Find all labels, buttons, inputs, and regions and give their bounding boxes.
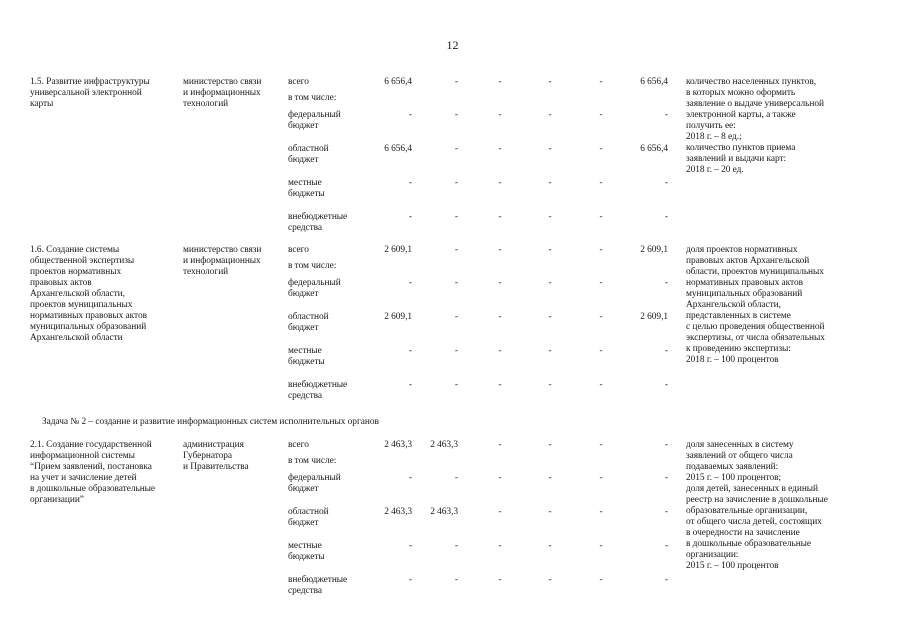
funding-source-label: всего — [288, 440, 309, 450]
funding-value: - — [498, 473, 502, 483]
executor-name: администрация Губернатора и Правительства — [183, 440, 249, 472]
funding-value: 2 609,1 — [640, 312, 668, 322]
funding-value: 2 463,3 — [430, 507, 458, 517]
expected-result: доля занесенных в систему заявлений от общего числа подаваемых заявлений: 2015 г. – 100 процентов; доля детей, занесенных в единый реестр на зачисление в дошкольные образовательные организации, от общего числа детей, состоящих в очередности на зачисление в дошкольные образовательные организации: 2015 г. – 100 процентов — [686, 440, 828, 571]
funding-value: 6 656,4 — [384, 77, 412, 87]
funding-value: - — [548, 77, 552, 87]
funding-value: - — [599, 178, 603, 188]
funding-value: - — [599, 507, 603, 517]
funding-value: - — [664, 110, 668, 120]
funding-value: 2 463,3 — [384, 440, 412, 450]
funding-value: - — [498, 77, 502, 87]
funding-value: - — [664, 178, 668, 188]
funding-source-label: всего — [288, 245, 309, 255]
funding-value: - — [498, 178, 502, 188]
task-heading: Задача № 2 – создание и развитие информационных систем исполнительных органов — [42, 417, 379, 427]
funding-source-label: в том числе: — [288, 456, 337, 466]
funding-value: - — [664, 541, 668, 551]
funding-source-label: областной бюджет — [288, 312, 329, 333]
funding-value: - — [548, 440, 552, 450]
funding-source-label: федеральный бюджет — [288, 110, 341, 131]
funding-value: - — [664, 212, 668, 222]
funding-value: - — [599, 440, 603, 450]
funding-value: - — [454, 178, 458, 188]
funding-value: - — [548, 212, 552, 222]
funding-value: - — [599, 110, 603, 120]
funding-value: - — [599, 77, 603, 87]
funding-value: - — [498, 110, 502, 120]
funding-value: - — [599, 575, 603, 585]
funding-source-label: в том числе: — [288, 93, 337, 103]
expected-result: количество населенных пунктов, в которых можно оформить заявление о выдаче универсальной электронной карты, а также получить ее: 2018 г. – 8 ед.; количество пунктов приема заявлений и выдачи карт: 2018 г. – 20 ед. — [686, 77, 824, 175]
funding-source-label: местные бюджеты — [288, 541, 325, 562]
funding-value: - — [498, 575, 502, 585]
funding-value: - — [599, 144, 603, 154]
funding-value: - — [498, 440, 502, 450]
funding-source-label: областной бюджет — [288, 507, 329, 528]
funding-value: - — [454, 144, 458, 154]
measure-name: 2.1. Создание государственной информационной системы “Прием заявлений, постановка на учет и зачисление детей в дошкольные образовательные организации” — [30, 440, 156, 505]
funding-value: - — [548, 245, 552, 255]
funding-source-label: местные бюджеты — [288, 178, 325, 199]
funding-value: - — [548, 380, 552, 390]
funding-value: - — [498, 507, 502, 517]
funding-value: - — [599, 278, 603, 288]
funding-value: - — [408, 278, 412, 288]
funding-value: - — [408, 575, 412, 585]
funding-value: - — [454, 380, 458, 390]
funding-value: - — [548, 312, 552, 322]
funding-value: - — [408, 473, 412, 483]
funding-value: - — [664, 473, 668, 483]
funding-value: - — [548, 541, 552, 551]
funding-source-label: местные бюджеты — [288, 346, 325, 367]
funding-value: - — [498, 380, 502, 390]
funding-value: - — [664, 575, 668, 585]
funding-value: - — [454, 473, 458, 483]
funding-value: - — [664, 380, 668, 390]
funding-value: - — [599, 541, 603, 551]
funding-value: - — [548, 507, 552, 517]
funding-source-label: внебюджетные средства — [288, 575, 348, 596]
funding-value: - — [548, 278, 552, 288]
funding-value: - — [599, 212, 603, 222]
page-number: 12 — [446, 38, 459, 52]
funding-value: - — [498, 346, 502, 356]
funding-value: - — [548, 473, 552, 483]
funding-value: - — [599, 245, 603, 255]
funding-value: - — [548, 110, 552, 120]
funding-value: - — [454, 245, 458, 255]
funding-source-label: областной бюджет — [288, 144, 329, 165]
funding-value: - — [548, 575, 552, 585]
funding-value: - — [408, 380, 412, 390]
funding-value: - — [664, 507, 668, 517]
funding-value: - — [454, 541, 458, 551]
executor-name: министерство связи и информационных технологий — [183, 77, 262, 109]
funding-value: 2 609,1 — [384, 312, 412, 322]
funding-value: 6 656,4 — [640, 77, 668, 87]
funding-value: - — [454, 110, 458, 120]
funding-value: - — [498, 278, 502, 288]
funding-source-label: всего — [288, 77, 309, 87]
funding-value: 6 656,4 — [384, 144, 412, 154]
funding-source-label: внебюджетные средства — [288, 380, 348, 401]
funding-value: - — [408, 212, 412, 222]
funding-value: - — [664, 346, 668, 356]
funding-value: 6 656,4 — [640, 144, 668, 154]
funding-value: - — [498, 212, 502, 222]
funding-value: - — [664, 440, 668, 450]
funding-value: - — [408, 541, 412, 551]
funding-value: - — [599, 380, 603, 390]
funding-source-label: федеральный бюджет — [288, 473, 341, 494]
funding-value: - — [408, 346, 412, 356]
funding-value: - — [454, 575, 458, 585]
funding-value: - — [498, 312, 502, 322]
funding-value: 2 609,1 — [384, 245, 412, 255]
funding-value: - — [408, 110, 412, 120]
funding-value: - — [664, 278, 668, 288]
funding-value: - — [454, 312, 458, 322]
funding-value: - — [408, 178, 412, 188]
funding-value: - — [548, 144, 552, 154]
funding-value: 2 463,3 — [430, 440, 458, 450]
funding-value: - — [454, 212, 458, 222]
funding-value: - — [498, 245, 502, 255]
funding-value: - — [599, 312, 603, 322]
funding-source-label: в том числе: — [288, 261, 337, 271]
funding-value: - — [498, 144, 502, 154]
funding-value: - — [498, 541, 502, 551]
funding-value: - — [454, 77, 458, 87]
funding-value: - — [548, 178, 552, 188]
measure-name: 1.5. Развитие инфраструктуры универсальной электронной карты — [30, 77, 150, 109]
funding-value: - — [599, 473, 603, 483]
executor-name: министерство связи и информационных технологий — [183, 245, 262, 277]
funding-value: 2 463,3 — [384, 507, 412, 517]
funding-source-label: федеральный бюджет — [288, 278, 341, 299]
measure-name: 1.6. Создание системы общественной экспертизы проектов нормативных правовых актов Архангельской области, проектов муниципальных нормативных правовых актов муниципальных образований Архангельской области — [30, 245, 147, 343]
funding-value: - — [599, 346, 603, 356]
expected-result: доля проектов нормативных правовых актов Архангельской области, проектов муниципальных нормативных правовых актов муниципальных образований Архангельской области, представленных в системе с целью проведения общественной экспертизы, от числа обязательных к проведению экспертизы: 2018 г. – 100 процентов — [686, 245, 825, 365]
funding-value: 2 609,1 — [640, 245, 668, 255]
funding-value: - — [454, 278, 458, 288]
funding-source-label: внебюджетные средства — [288, 212, 348, 233]
funding-value: - — [548, 346, 552, 356]
funding-value: - — [454, 346, 458, 356]
